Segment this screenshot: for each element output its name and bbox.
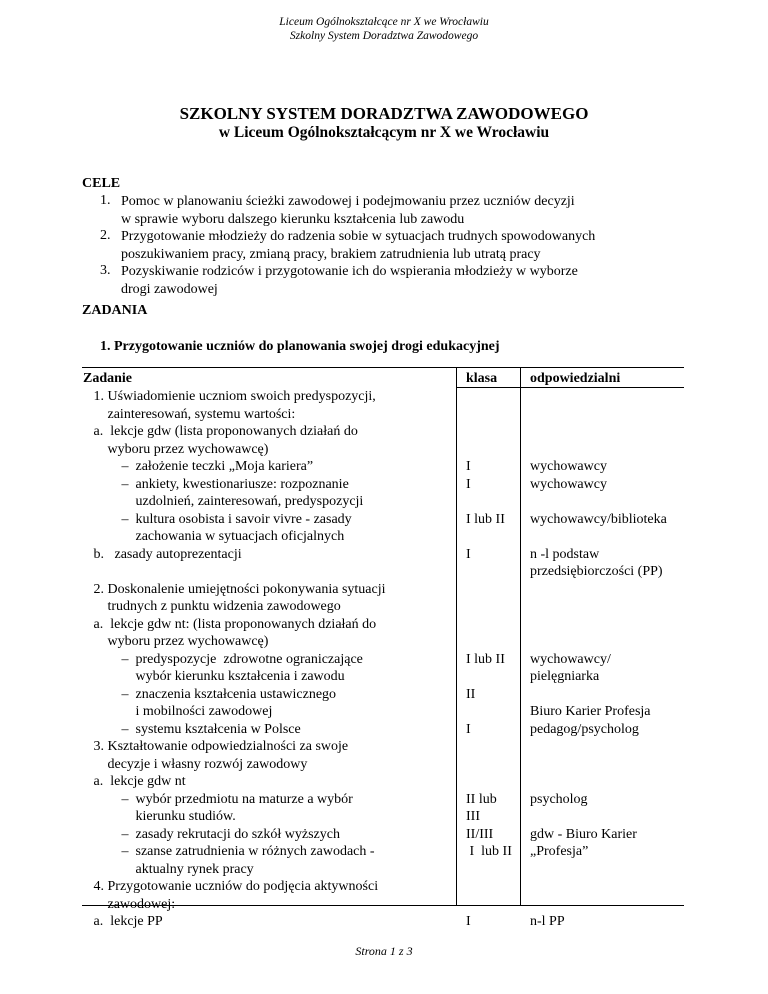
zadanie-line: – ankiety, kwestionariusze: rozpoznanie (83, 476, 349, 492)
page-header-system: Szkolny System Doradztwa Zawodowego (289, 30, 479, 42)
zadania-heading: ZADANIA (82, 303, 148, 318)
cele-item-text: Pomoc w planowaniu ścieżki zawodowej i podejmowaniu przez uczniów decyzji (121, 194, 575, 209)
cele-item-text: poszukiwaniem pracy, zmianą pracy, brakiem zatrudnienia lub utratą pracy (121, 246, 541, 262)
zadanie-line: a. lekcje gdw nt: (lista proponowanych działań do (83, 616, 377, 632)
zadanie-line: zainteresowań, systemu wartości: (83, 406, 296, 422)
klasa-cell: I lub II (466, 511, 505, 527)
col-header-odpowiedzialni: odpowiedzialni (530, 371, 621, 386)
zadanie-line: – predyspozycje zdrowotne ograniczające (83, 651, 363, 667)
document-title: SZKOLNY SYSTEM DORADZTWA ZAWODOWEGO (179, 104, 589, 123)
zadanie-line: wybór kierunku kształcenia i zawodu (83, 669, 345, 684)
zadanie-line: – systemu kształcenia w Polsce (83, 721, 301, 737)
table-col-divider (520, 368, 521, 905)
klasa-cell: I (466, 914, 471, 929)
odpowiedzialni-cell: psycholog (530, 791, 588, 807)
cele-item-number: 1. (100, 193, 111, 208)
klasa-cell: I (466, 459, 471, 474)
cele-heading: CELE (82, 176, 121, 191)
page-header-school: Liceum Ogólnokształcące nr X we Wrocławiu (279, 16, 489, 28)
zadanie-line: i mobilności zawodowej (83, 704, 273, 719)
odpowiedzialni-cell: n-l PP (530, 914, 565, 929)
zadanie-line: wyboru przez wychowawcę) (83, 441, 269, 457)
zadanie-line: – znaczenia kształcenia ustawicznego (83, 686, 337, 702)
klasa-cell: I lub II (466, 651, 505, 667)
klasa-cell: I (466, 476, 471, 492)
page-number: Strona 1 z 3 (355, 944, 413, 958)
zadanie-line: decyzje i własny rozwój zawodowy (83, 756, 308, 772)
cele-item-text: Przygotowanie młodzieży do radzenia sobie w sytuacjach trudnych spowodowanych (121, 229, 596, 244)
zadanie-line: 4. Przygotowanie uczniów do podjęcia aktywności (83, 879, 379, 894)
cele-item-text: drogi zawodowej (121, 281, 218, 297)
klasa-cell: III (466, 809, 480, 824)
odpowiedzialni-cell: pedagog/psycholog (530, 721, 639, 737)
zadanie-line: 1. Uświadomienie uczniom swoich predyspozycji, (83, 389, 376, 404)
zadanie-line: – kultura osobista i savoir vivre - zasady (83, 511, 352, 527)
zadanie-line: 2. Doskonalenie umiejętności pokonywania sytuacji (83, 581, 386, 597)
col-header-klasa: klasa (466, 371, 498, 386)
klasa-cell: II lub (466, 791, 497, 807)
odpowiedzialni-cell: przedsiębiorczości (PP) (530, 564, 663, 579)
odpowiedzialni-cell: wychowawcy (530, 459, 607, 474)
klasa-cell: II/III (466, 826, 494, 842)
odpowiedzialni-cell: wychowawcy/biblioteka (530, 511, 667, 527)
odpowiedzialni-cell: Biuro Karier Profesja (530, 704, 651, 719)
zadanie-line: – wybór przedmiotu na maturze a wybór (83, 791, 353, 807)
cele-item-text: Pozyskiwanie rodziców i przygotowanie ich do wspierania młodzieży w wyborze (121, 264, 578, 279)
zadanie-line: trudnych z punktu widzenia zawodowego (83, 599, 341, 614)
zadanie-line: – szanse zatrudnienia w różnych zawodach - (83, 844, 375, 859)
zadanie-line: kierunku studiów. (83, 809, 236, 824)
zadanie-line: a. lekcje PP (83, 914, 163, 929)
cele-item-text: w sprawie wyboru dalszego kierunku kształcenia lub zawodu (121, 211, 465, 227)
cele-item-number: 2. (100, 228, 111, 243)
zadanie-line: a. lekcje gdw (lista proponowanych działań do (83, 424, 358, 439)
klasa-cell: II (466, 686, 476, 702)
cele-item-number: 3. (100, 263, 111, 278)
zadanie-line: b. zasady autoprezentacji (83, 546, 242, 562)
klasa-cell: I (466, 546, 471, 562)
zadania-subheading: 1. Przygotowanie uczniów do planowania swojej drogi edukacyjnej (100, 339, 500, 354)
document-subtitle: w Liceum Ogólnokształcącym nr X we Wrocławiu (218, 124, 550, 141)
zadanie-line: – zasady rekrutacji do szkół wyższych (83, 826, 340, 842)
zadanie-line: 3. Kształtowanie odpowiedzialności za swoje (83, 739, 349, 754)
klasa-cell: I lub II (466, 844, 512, 859)
zadanie-line: uzdolnień, zainteresowań, predyspozycji (83, 494, 364, 509)
zadanie-line: aktualny rynek pracy (83, 861, 254, 877)
odpowiedzialni-cell: gdw - Biuro Karier (530, 826, 637, 842)
zadanie-line: wyboru przez wychowawcę) (83, 634, 269, 649)
tasks-table (82, 367, 684, 929)
zadanie-line: – założenie teczki „Moja kariera” (83, 459, 314, 474)
odpowiedzialni-cell: pielęgniarka (530, 669, 600, 684)
klasa-cell: I (466, 721, 471, 737)
zadanie-line: a. lekcje gdw nt (83, 774, 186, 789)
odpowiedzialni-cell: n -l podstaw (530, 546, 600, 562)
table-col-divider (456, 368, 457, 905)
odpowiedzialni-cell: „Profesja” (530, 844, 589, 859)
zadanie-line: zachowania w sytuacjach oficjalnych (83, 529, 345, 544)
odpowiedzialni-cell: wychowawcy/ (530, 651, 611, 667)
odpowiedzialni-cell: wychowawcy (530, 476, 607, 492)
zadanie-line: zawodowej: (83, 896, 176, 912)
col-header-zadanie: Zadanie (83, 371, 133, 386)
